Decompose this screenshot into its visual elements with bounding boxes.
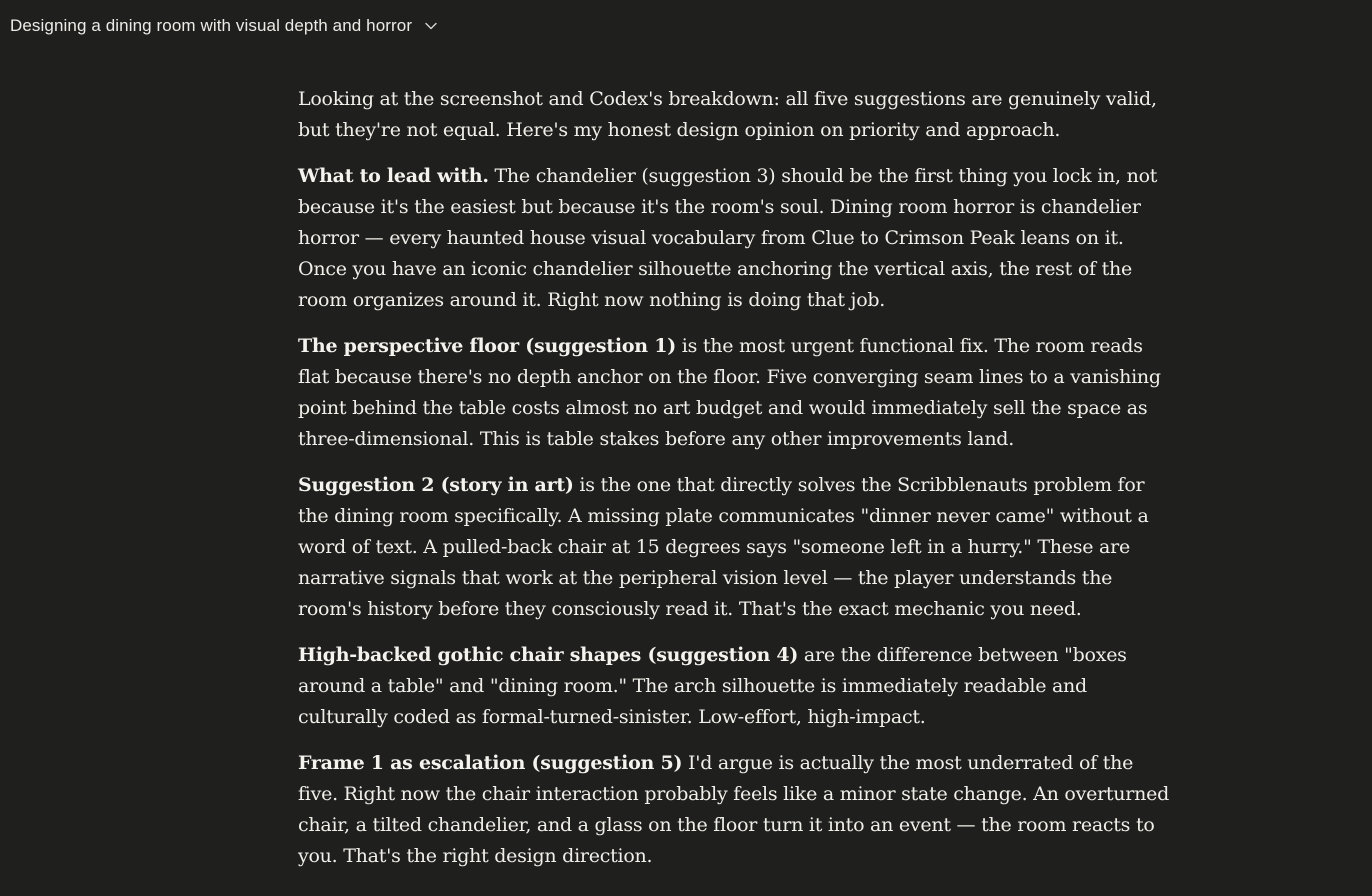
paragraph-text: are the difference between "boxes around a table" and "dining room." The arch silhouette is immediately readable and culturally coded as formal-turned-sinister. Low-effort, high-impact. [298, 644, 1127, 728]
message-paragraph-3 [298, 470, 1178, 625]
message-paragraph-intro: Looking at the screenshot and Codex's breakdown: all five suggestions are genuinely valid, but they're not equal. Here's my honest design opinion on priority and approach. [298, 88, 1157, 141]
assistant-message [298, 84, 1178, 887]
conversation-title: Designing a dining room with visual depth and horror [10, 16, 413, 35]
message-paragraph-4 [298, 640, 1178, 733]
paragraph-lead: What to lead with. [298, 165, 489, 187]
paragraph-lead: Frame 1 as escalation (suggestion 5) [298, 752, 683, 774]
paragraph-text: is the most urgent functional fix. The room reads flat because there's no depth anchor on the floor. Five converging seam lines to a vanishing point behind the table costs almost no art budget and would immediately sell the space as three-dimensional. This is table stakes before any other improvements land. [298, 335, 1161, 450]
paragraph-lead: The perspective floor (suggestion 1) [298, 335, 676, 357]
message-paragraph-5 [298, 748, 1178, 872]
message-paragraph-1 [298, 161, 1178, 316]
paragraph-text: I'd argue is actually the most underrated of the five. Right now the chair interaction probably feels like a minor state change. An overturned chair, a tilted chandelier, and a glass on the floor turn it into an event — the room reacts to you. That's the right design direction. [298, 752, 1170, 867]
conversation-title-button[interactable] [10, 16, 438, 36]
paragraph-text: The chandelier (suggestion 3) should be the first thing you lock in, not because it's the easiest but because it's the room's soul. Dining room horror is chandelier horror — every haunted house visual vocabulary from Clue to Crimson Peak leans on it. Once you have an iconic chandelier silhouette anchoring the vertical axis, the rest of the room organizes around it. Right now nothing is doing that job. [298, 165, 1158, 311]
paragraph-lead: Suggestion 2 (story in art) [298, 474, 574, 496]
paragraph-lead: High-backed gothic chair shapes (suggestion 4) [298, 644, 799, 666]
message-paragraph-2 [298, 331, 1178, 455]
chevron-down-icon [424, 19, 438, 33]
top-bar [0, 0, 1372, 52]
paragraph-text: is the one that directly solves the Scribblenauts problem for the dining room specifically. A missing plate communicates "dinner never came" without a word of text. A pulled-back chair at 15 degrees says "someone left in a hurry." These are narrative signals that work at the peripheral vision level — the player understands the room's history before they consciously read it. That's the exact mechanic you need. [298, 474, 1149, 620]
